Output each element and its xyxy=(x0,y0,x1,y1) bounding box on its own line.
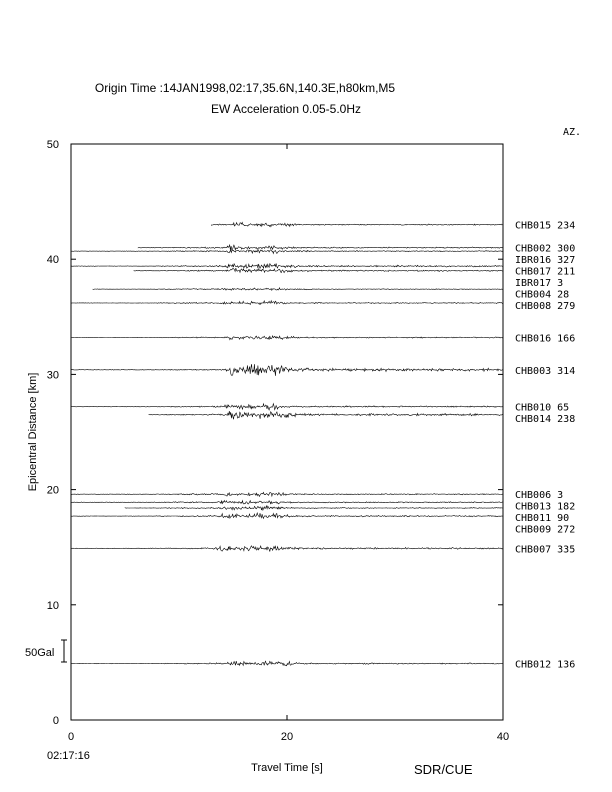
station-label xyxy=(515,290,569,301)
station-azimuth: 90 xyxy=(557,513,570,525)
station-name: CHB011 xyxy=(515,513,552,525)
station-azimuth: 238 xyxy=(557,414,576,426)
y-tick-label: 30 xyxy=(46,369,59,382)
trace-chb010 xyxy=(71,404,503,410)
station-name: CHB004 xyxy=(515,289,552,301)
trace-chb015 xyxy=(211,222,502,226)
trace-chb016 xyxy=(71,336,503,340)
station-name: CHB014 xyxy=(515,414,552,426)
station-azimuth: 182 xyxy=(557,501,576,513)
station-azimuth: 234 xyxy=(557,220,576,232)
station-label xyxy=(515,502,575,513)
x-axis-label: Travel Time [s] xyxy=(251,762,323,774)
station-azimuth: 272 xyxy=(557,524,576,536)
station-label xyxy=(515,513,569,524)
station-azimuth: 335 xyxy=(557,544,576,556)
station-label xyxy=(515,301,575,312)
trace-chb006 xyxy=(71,492,503,496)
station-azimuth: 327 xyxy=(557,255,576,267)
station-name: CHB015 xyxy=(515,220,552,232)
trace-ibr016 xyxy=(71,250,503,254)
station-label xyxy=(515,267,575,278)
station-azimuth: 3 xyxy=(557,490,564,502)
station-azimuth: 300 xyxy=(557,243,576,255)
station-name: CHB009 xyxy=(515,524,552,536)
station-label xyxy=(515,403,569,414)
y-axis-label: Epicentral Distance [km] xyxy=(27,372,39,492)
station-label xyxy=(515,221,575,232)
azimuth-header: AZ. xyxy=(563,127,582,138)
station-azimuth: 314 xyxy=(557,365,576,377)
station-name: CHB013 xyxy=(515,501,552,513)
station-label xyxy=(515,334,575,345)
station-label xyxy=(515,660,575,671)
station-name: CHB012 xyxy=(515,659,552,671)
station-name: CHB006 xyxy=(515,490,552,502)
y-tick-labels xyxy=(47,139,59,727)
station-azimuth: 28 xyxy=(557,289,570,301)
trace-chb002 xyxy=(138,245,503,250)
axis-ticks xyxy=(71,144,503,720)
station-azimuth: 65 xyxy=(557,402,570,414)
y-tick-label: 10 xyxy=(46,599,59,612)
station-labels xyxy=(515,221,575,671)
station-name: CHB016 xyxy=(515,333,552,345)
station-name: CHB008 xyxy=(515,301,552,313)
station-label xyxy=(515,278,563,289)
x-tick-label: 20 xyxy=(280,731,294,743)
y-tick-label: 40 xyxy=(46,254,59,267)
station-name: CHB017 xyxy=(515,266,552,278)
trace-chb003 xyxy=(71,364,503,376)
start-time: 02:17:16 xyxy=(47,750,90,762)
chart-title: Origin Time :14JAN1998,02:17,35.6N,140.3E,h80km,M5 xyxy=(94,81,396,95)
waveform-traces xyxy=(71,222,503,665)
y-tick-label: 20 xyxy=(46,484,59,497)
y-tick-label: 50 xyxy=(46,139,59,151)
trace-chb012 xyxy=(71,661,503,666)
trace-chb014 xyxy=(149,411,503,419)
credit-label: SDR/CUE xyxy=(414,762,473,777)
station-name: CHB010 xyxy=(515,402,552,414)
station-name: CHB002 xyxy=(515,243,552,255)
trace-chb011 xyxy=(125,506,503,510)
station-azimuth: 279 xyxy=(557,301,576,313)
station-name: CHB007 xyxy=(515,544,552,556)
trace-chb007 xyxy=(71,546,503,552)
x-tick-label: 0 xyxy=(67,731,75,743)
amplitude-scale-bar xyxy=(61,640,67,662)
station-label xyxy=(515,544,575,555)
station-label xyxy=(515,490,563,501)
station-label xyxy=(515,366,575,377)
y-tick-label: 0 xyxy=(52,715,59,727)
trace-chb004 xyxy=(93,288,503,291)
trace-chb017 xyxy=(71,263,503,268)
plot-frame xyxy=(71,144,503,720)
x-tick-labels xyxy=(68,731,509,743)
chart-subtitle: EW Acceleration 0.05-5.0Hz xyxy=(210,102,362,116)
trace-chb008 xyxy=(71,301,503,305)
station-azimuth: 3 xyxy=(557,278,564,290)
station-name: IBR017 xyxy=(515,278,552,290)
station-name: IBR016 xyxy=(515,255,552,267)
station-azimuth: 166 xyxy=(557,333,576,345)
x-tick-label: 40 xyxy=(496,731,510,743)
station-label xyxy=(515,525,575,536)
trace-ibr017 xyxy=(134,268,503,273)
station-azimuth: 211 xyxy=(557,266,576,278)
station-name: CHB003 xyxy=(515,365,552,377)
station-label xyxy=(515,244,575,255)
trace-chb009 xyxy=(71,513,503,518)
station-azimuth: 136 xyxy=(557,659,576,671)
scale-label: 50Gal xyxy=(25,647,55,659)
trace-chb013 xyxy=(71,501,503,505)
station-label xyxy=(515,255,575,266)
station-label xyxy=(515,414,575,425)
